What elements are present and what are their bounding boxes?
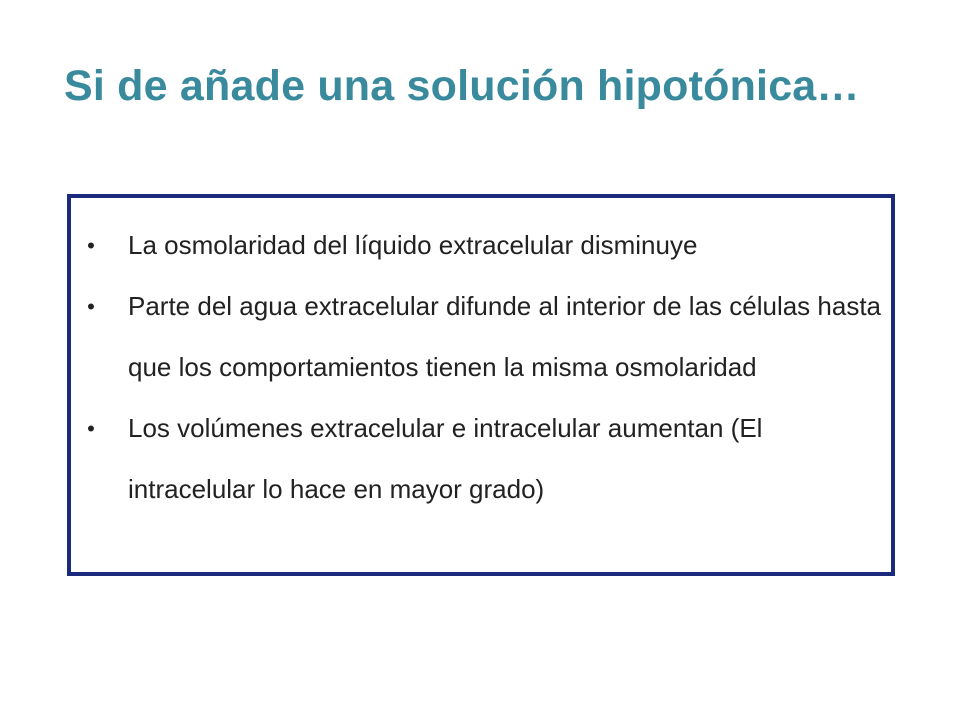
bullet-item-volumes	[71, 398, 891, 520]
bullet-list	[71, 198, 891, 520]
bullet-text: La osmolaridad del líquido extracelular disminuye	[128, 230, 698, 260]
bullet-dot-icon: •	[87, 233, 95, 258]
bullet-text: Los volúmenes extracelular e intracelular aumentan (El intracelular lo hace en mayor grado)	[128, 413, 763, 504]
bullet-text: Parte del agua extracelular difunde al interior de las células hasta que los comportamientos tienen la misma osmolaridad	[128, 291, 882, 382]
bullet-item-water-diffusion	[71, 276, 891, 398]
bullet-dot-icon: •	[87, 294, 95, 319]
slide-title: Si de añade una solución hipotónica…	[64, 62, 860, 110]
content-box	[67, 194, 895, 576]
bullet-dot-icon: •	[87, 416, 95, 441]
bullet-item-osmolarity	[71, 215, 891, 276]
